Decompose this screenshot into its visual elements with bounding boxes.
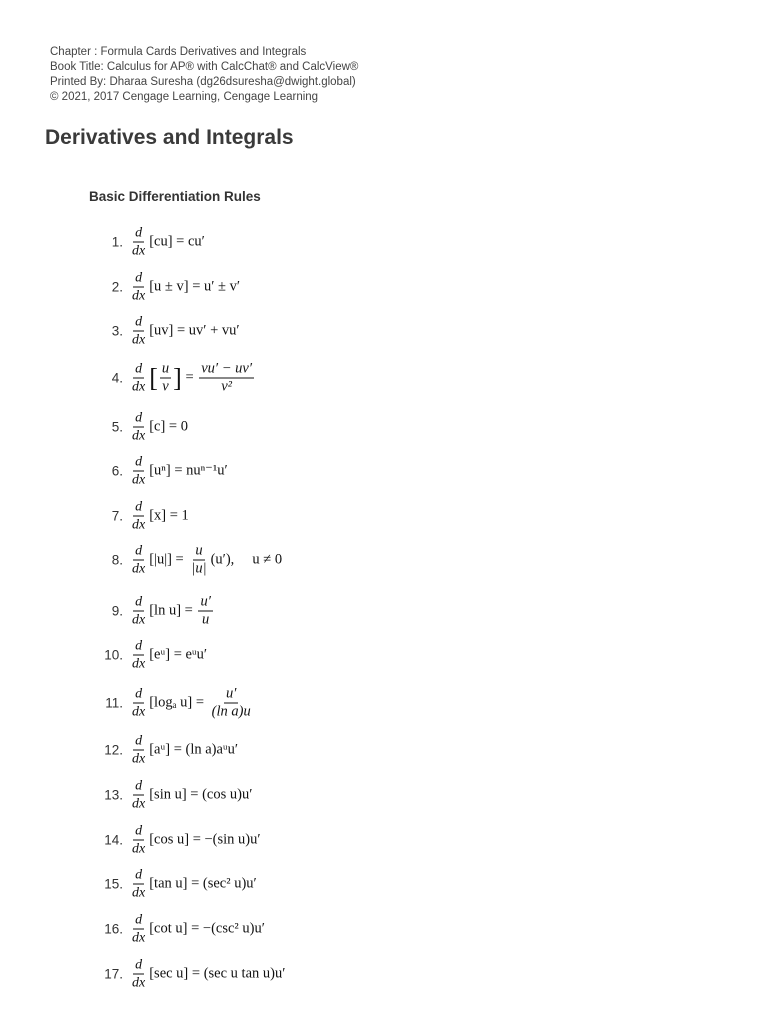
derivative-operator-denominator: dx — [132, 517, 146, 533]
derivative-operator — [130, 734, 147, 767]
rule-text: [c] = 0 — [149, 418, 188, 435]
derivative-operator-denominator: dx — [132, 612, 146, 628]
rule-text: [eᵘ] = eᵘu′ — [149, 646, 208, 663]
rule-14 — [0, 820, 768, 860]
rule-9 — [0, 591, 768, 631]
rule-number: 10. — [104, 647, 123, 663]
rule-expression — [128, 779, 252, 812]
rule-2 — [0, 267, 768, 307]
derivative-operator — [130, 868, 147, 901]
rule-11 — [0, 683, 768, 723]
derivative-operator-denominator: dx — [132, 561, 146, 577]
rule-text-before: [logₐ u] = — [149, 694, 208, 711]
rule-text: [x] = 1 — [149, 507, 189, 524]
rule-text: [sin u] = (cos u)u′ — [149, 786, 253, 803]
derivative-operator-numerator: d — [135, 594, 143, 610]
rule-number: 9. — [111, 603, 123, 619]
rule-number: 16. — [104, 921, 123, 937]
derivative-operator — [130, 315, 147, 348]
rule-expression — [128, 455, 228, 488]
rule-text: [cot u] = −(csc² u)u′ — [149, 920, 265, 937]
result-fraction-denominator: v² — [221, 378, 233, 395]
derivative-operator-denominator: dx — [132, 288, 146, 304]
rule-4 — [0, 358, 768, 398]
derivative-operator-numerator: d — [135, 499, 143, 515]
left-bracket: [ — [149, 363, 158, 392]
rule-15 — [0, 864, 768, 904]
derivative-operator-numerator: d — [135, 823, 143, 839]
result-fraction — [210, 687, 253, 720]
derivative-operator-numerator: d — [135, 912, 143, 928]
derivative-operator — [130, 687, 147, 720]
derivative-operator — [130, 271, 147, 304]
derivative-operator-denominator: dx — [132, 332, 146, 348]
rule-6 — [0, 451, 768, 491]
rule-number: 8. — [111, 552, 123, 568]
result-fraction-denominator: |u| — [191, 560, 207, 577]
rule-text: [cu] = cu′ — [149, 233, 205, 250]
derivative-operator-numerator: d — [135, 733, 143, 749]
result-fraction — [199, 362, 254, 395]
result-fraction-numerator: u — [195, 542, 203, 559]
derivative-operator-numerator: d — [135, 270, 143, 286]
rule-expression — [128, 271, 240, 304]
rule-expression — [128, 824, 261, 857]
result-fraction-denominator: u — [202, 611, 210, 628]
rule-expression — [128, 411, 188, 444]
derivative-operator-numerator: d — [135, 867, 143, 883]
rule-text: [uⁿ] = nuⁿ⁻¹u′ — [149, 462, 228, 479]
derivative-operator — [130, 639, 147, 672]
derivative-operator-denominator: dx — [132, 656, 146, 672]
derivative-operator-denominator: dx — [132, 379, 146, 395]
rule-expression — [128, 226, 205, 259]
rule-number: 12. — [104, 742, 123, 758]
rule-expression — [128, 913, 265, 946]
derivative-operator-numerator: d — [135, 410, 143, 426]
derivative-operator-denominator: dx — [132, 796, 146, 812]
derivative-operator-numerator: d — [135, 225, 143, 241]
rule-5 — [0, 407, 768, 447]
derivative-operator-numerator: d — [135, 314, 143, 330]
rule-expression — [128, 315, 240, 348]
copyright-line: © 2021, 2017 Cengage Learning, Cengage Learning — [50, 91, 319, 103]
rule-12 — [0, 730, 768, 770]
derivative-operator — [130, 362, 147, 395]
result-fraction-numerator: vu′ − uv′ — [201, 360, 252, 377]
rule-expression — [128, 544, 282, 577]
rule-expression — [128, 868, 257, 901]
derivative-operator — [130, 226, 147, 259]
quotient-fraction — [160, 362, 171, 395]
rule-number: 7. — [111, 508, 123, 524]
rule-expression — [128, 958, 285, 991]
derivative-operator-numerator: d — [135, 543, 143, 559]
derivative-operator-denominator: dx — [132, 472, 146, 488]
derivative-operator-numerator: d — [135, 686, 143, 702]
rule-number: 11. — [105, 695, 123, 711]
derivative-operator-denominator: dx — [132, 751, 146, 767]
derivative-operator — [130, 958, 147, 991]
rule-text: [u ± v] = u′ ± v′ — [149, 278, 241, 295]
derivative-operator-denominator: dx — [132, 930, 146, 946]
rule-text-before: [|u|] = — [149, 551, 188, 568]
derivative-operator-numerator: d — [135, 778, 143, 794]
derivative-operator — [130, 824, 147, 857]
rule-number: 14. — [104, 832, 123, 848]
derivative-operator — [130, 595, 147, 628]
rule-number: 3. — [111, 323, 123, 339]
derivative-operator-numerator: d — [135, 957, 143, 973]
rule-expression — [128, 500, 189, 533]
rule-text: [tan u] = (sec² u)u′ — [149, 875, 257, 892]
rule-number: 2. — [111, 279, 123, 295]
rule-text: [sec u] = (sec u tan u)u′ — [149, 965, 286, 982]
rule-17 — [0, 954, 768, 994]
rule-expression — [128, 687, 255, 720]
rule-expression — [128, 639, 207, 672]
rule-10 — [0, 635, 768, 675]
result-fraction-denominator: (ln a)u — [211, 703, 251, 720]
rule-number: 13. — [104, 787, 123, 803]
derivative-operator — [130, 779, 147, 812]
rule-number: 6. — [111, 463, 123, 479]
rule-text: [cos u] = −(sin u)u′ — [149, 831, 261, 848]
printed-by-line: Printed By: Dharaa Suresha (dg26dsuresha@dwight.global) — [50, 76, 356, 88]
rule-text: [uv] = uv′ + vu′ — [149, 322, 240, 339]
rule-expression — [128, 362, 256, 395]
quotient-fraction-denominator: v — [162, 378, 169, 395]
derivative-operator-denominator: dx — [132, 704, 146, 720]
derivative-operator-numerator: d — [135, 454, 143, 470]
result-fraction-numerator: u′ — [200, 593, 211, 610]
document-header — [50, 45, 358, 105]
rule-number: 4. — [111, 370, 123, 386]
derivative-operator-denominator: dx — [132, 841, 146, 857]
rule-3 — [0, 311, 768, 351]
rule-expression — [128, 595, 215, 628]
derivative-operator-numerator: d — [135, 361, 143, 377]
derivative-operator — [130, 455, 147, 488]
derivative-operator — [130, 411, 147, 444]
derivative-operator-denominator: dx — [132, 885, 146, 901]
chapter-line: Chapter : Formula Cards Derivatives and Integrals — [50, 46, 307, 58]
book-title-line: Book Title: Calculus for AP® with CalcChat® and CalcView® — [50, 61, 359, 73]
result-fraction — [198, 595, 212, 628]
derivative-operator — [130, 913, 147, 946]
derivative-operator — [130, 500, 147, 533]
rule-7 — [0, 496, 768, 536]
result-fraction-numerator: u′ — [225, 685, 237, 702]
rule-number: 5. — [111, 419, 123, 435]
rule-13 — [0, 775, 768, 815]
rule-8 — [0, 540, 768, 580]
quotient-fraction-numerator: u — [161, 360, 170, 377]
rule-1 — [0, 222, 768, 262]
derivative-operator — [130, 544, 147, 577]
derivative-operator-denominator: dx — [132, 243, 146, 259]
result-fraction — [189, 544, 208, 577]
derivative-operator-denominator: dx — [132, 428, 146, 444]
rule-text-after: (u′), u ≠ 0 — [210, 551, 283, 568]
rule-expression — [128, 734, 238, 767]
rule-number: 1. — [111, 234, 123, 250]
derivative-operator-denominator: dx — [132, 975, 146, 991]
page-title: Derivatives and Integrals — [45, 126, 294, 149]
rule-number: 15. — [104, 876, 123, 892]
section-title: Basic Differentiation Rules — [89, 189, 261, 204]
derivative-operator-numerator: d — [135, 638, 143, 654]
rule-16 — [0, 909, 768, 949]
rule-text: [aᵘ] = (ln a)aᵘu′ — [149, 741, 239, 758]
equals-sign: = — [181, 369, 198, 386]
rule-text-before: [ln u] = — [149, 602, 197, 619]
rule-number: 17. — [104, 966, 123, 982]
right-bracket: ] — [173, 363, 182, 392]
